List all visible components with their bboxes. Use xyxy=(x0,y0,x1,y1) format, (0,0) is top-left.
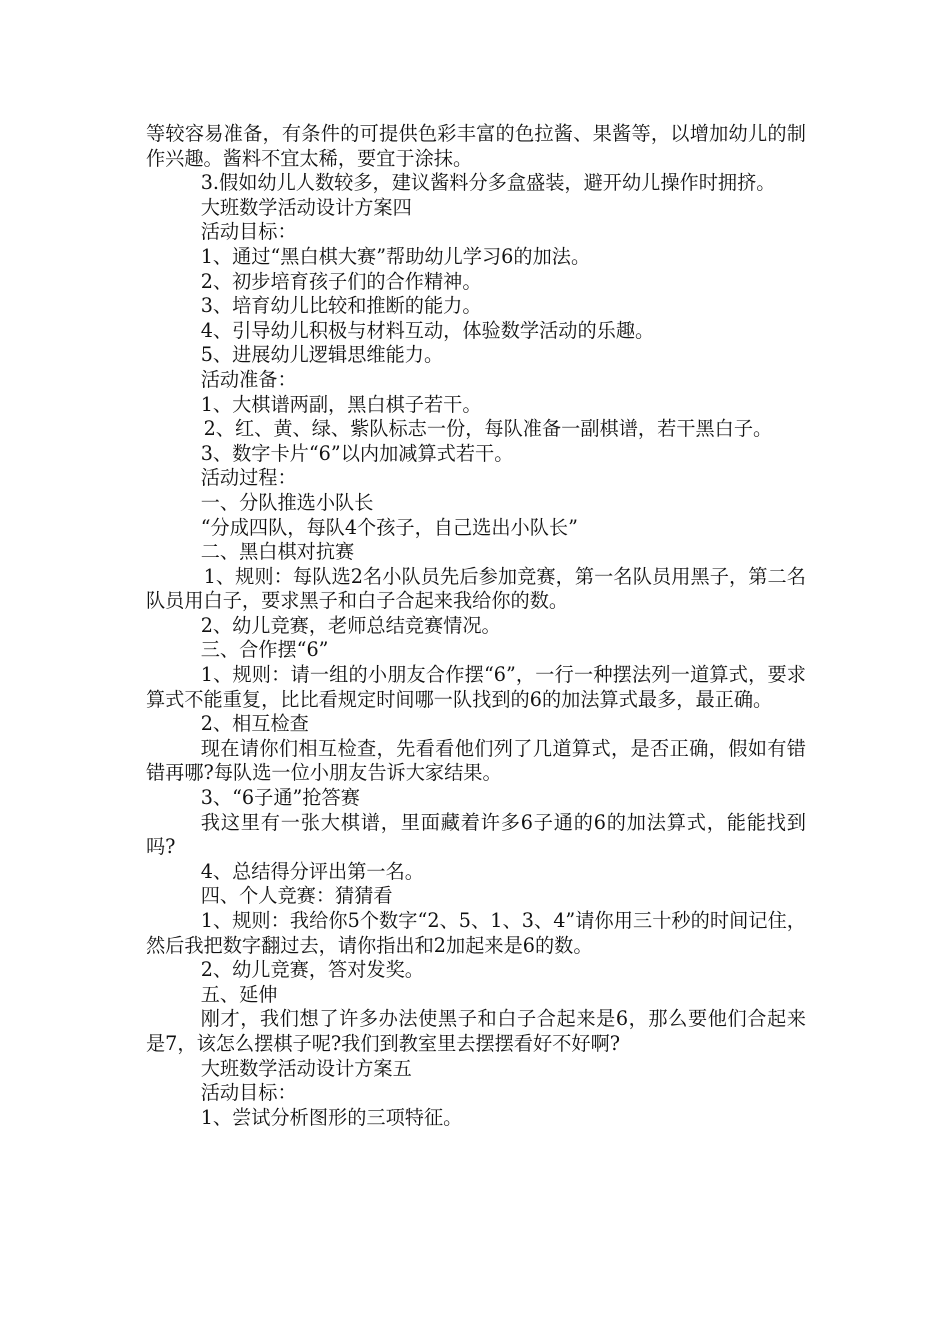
list-item: 2、初步培育孩子们的合作精神。 xyxy=(200,269,482,293)
heading-activity-goals: 活动目标： xyxy=(200,1081,297,1105)
list-item: 1、规则：我给你5个数字“2、5、1、3、4”请你用三十秒的时间记住，然后我把数字翻过去，请你指出和2加起来是6的数。 xyxy=(146,909,806,957)
document-body xyxy=(146,122,806,1130)
heading-activity-goals: 活动目标： xyxy=(200,220,297,244)
body-text: 刚才，我们想了许多办法使黑子和白子合起来是6，那么要他们合起来是7，该怎么摆棋子呢?我们到教室里去摆摆看好不好啊? xyxy=(146,1007,806,1055)
heading-activity-process: 活动过程： xyxy=(200,466,297,490)
list-item: 3、培育幼儿比较和推断的能力。 xyxy=(200,294,482,318)
list-item: 5、进展幼儿逻辑思维能力。 xyxy=(200,343,444,367)
list-item: 1、大棋谱两副，黑白棋子若干。 xyxy=(200,392,482,416)
list-item: 3、“6子通”抢答赛 xyxy=(200,786,360,810)
step-heading: 二、黑白棋对抗赛 xyxy=(200,540,355,564)
list-item: 4、总结得分评出第一名。 xyxy=(200,859,424,883)
body-text: 现在请你们相互检查，先看看他们列了几道算式，是否正确，假如有错错再哪?每队选一位小朋友告诉大家结果。 xyxy=(146,736,806,785)
list-item: 2、红、黄、绿、紫队标志一份，每队准备一副棋谱，若干黑白子。 xyxy=(203,417,773,441)
step-heading: 一、分队推选小队长 xyxy=(200,490,374,514)
paragraph-continuation: 等较容易准备，有条件的可提供色彩丰富的色拉酱、果酱等，以增加幼儿的制作兴趣。酱料不宜太稀，要宜于涂抹。 xyxy=(146,122,806,170)
section-title-plan-4: 大班数学活动设计方案四 xyxy=(200,195,412,219)
step-heading: 四、个人竞赛：猜猜看 xyxy=(200,884,393,908)
list-item: 2、幼儿竞赛，答对发奖。 xyxy=(200,958,424,982)
paragraph-note-3: 3.假如幼儿人数较多，建议酱料分多盒盛装，避开幼儿操作时拥挤。 xyxy=(200,171,776,195)
section-title-plan-5: 大班数学活动设计方案五 xyxy=(200,1056,412,1080)
list-item: 1、规则：请一组的小朋友合作摆“6”，一行一种摆法列一道算式，要求算式不能重复，比比看规定时间哪一队找到的6的加法算式最多，最正确。 xyxy=(146,663,806,711)
list-item: 2、相互检查 xyxy=(200,712,309,736)
list-item: 2、幼儿竞赛，老师总结竞赛情况。 xyxy=(200,613,501,637)
quote-text: “分成四队，每队4个孩子，自己选出小队长” xyxy=(200,515,578,539)
list-item: 4、引导幼儿积极与材料互动，体验数学活动的乐趣。 xyxy=(200,318,655,342)
step-heading: 五、延伸 xyxy=(200,982,278,1006)
list-item: 1、尝试分析图形的三项特征。 xyxy=(200,1105,463,1129)
list-item: 1、规则：每队选2名小队员先后参加竞赛，第一名队员用黑子，第二名队员用白子，要求黑子和白子合起来我给你的数。 xyxy=(146,564,806,613)
heading-activity-preparation: 活动准备： xyxy=(200,367,297,391)
step-heading: 三、合作摆“6” xyxy=(200,638,329,662)
list-item: 1、通过“黑白棋大赛”帮助幼儿学习6的加法。 xyxy=(200,244,591,268)
list-item: 3、数字卡片“6”以内加减算式若干。 xyxy=(200,441,514,465)
body-text: 我这里有一张大棋谱，里面藏着许多6子通的6的加法算式，能能找到吗? xyxy=(146,810,806,859)
